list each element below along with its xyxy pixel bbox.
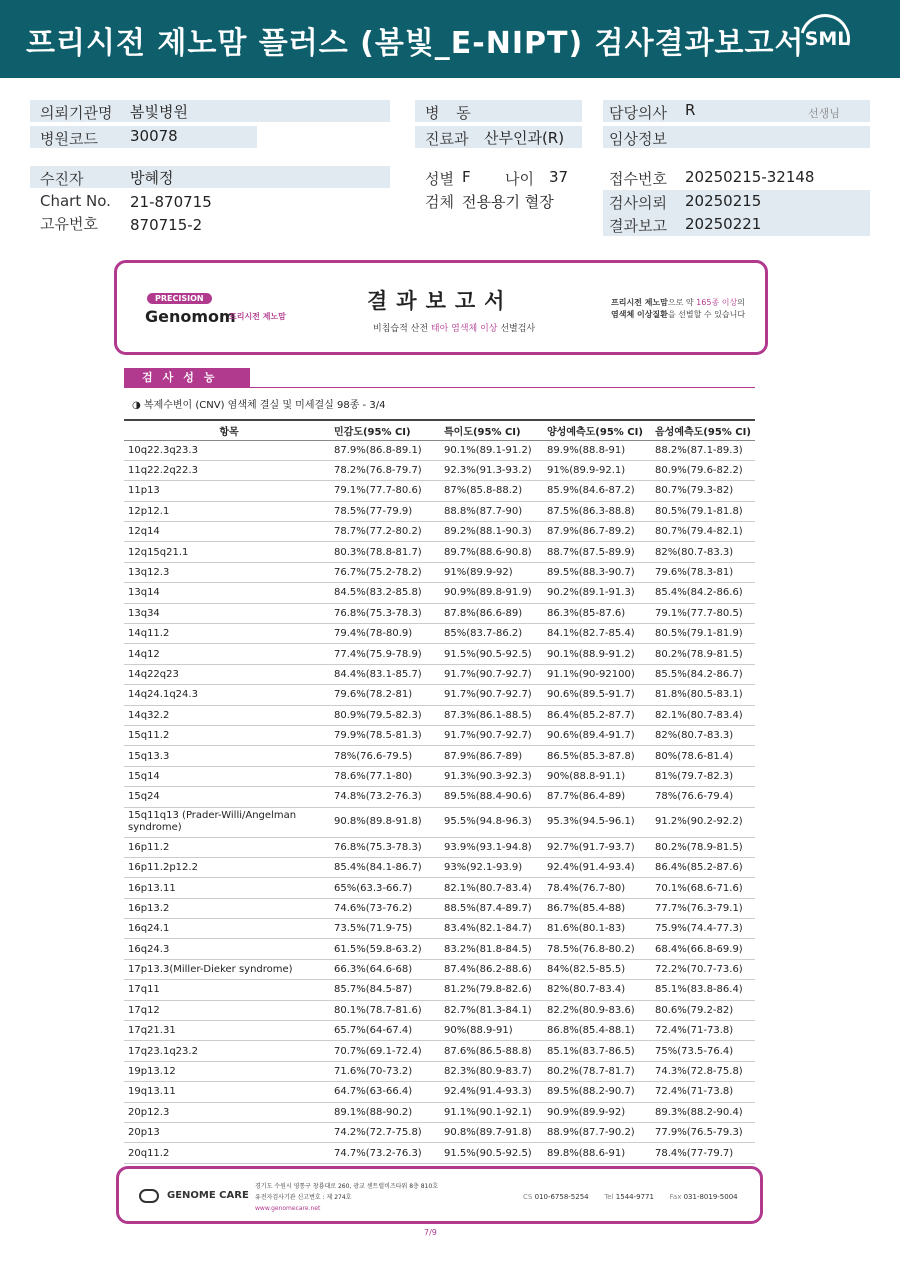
column-header: 항목 (124, 420, 330, 440)
footer-address (255, 1181, 438, 1214)
dept-value: 산부인과(R) (484, 129, 565, 147)
metric-cell: 89.9%(88.8-91) (543, 440, 651, 460)
metric-cell: 80.7%(79.3-82) (651, 481, 755, 501)
metric-cell: 90.6%(89.4-91.7) (543, 725, 651, 745)
metric-cell: 86.4%(85.2-87.6) (651, 857, 755, 877)
metric-cell: 74.2%(72.7-75.8) (330, 1123, 440, 1143)
metric-cell: 74.8%(73.2-76.3) (330, 787, 440, 807)
region-cell: 14q11.2 (124, 624, 330, 644)
metric-cell: 74.3%(72.8-75.8) (651, 1061, 755, 1081)
receipt-label: 접수번호 (609, 170, 667, 188)
report-subtitle: 비침습적 산전 태아 염색체 이상 선별검사 (373, 324, 536, 334)
region-cell: 16p11.2 (124, 837, 330, 857)
metric-cell: 85.9%(84.6-87.2) (543, 481, 651, 501)
region-cell: 20p13 (124, 1123, 330, 1143)
metric-cell: 89.1%(88-90.2) (330, 1102, 440, 1122)
hospital-code-label: 병원코드 (40, 130, 98, 148)
metric-cell: 80.3%(78.8-81.7) (330, 542, 440, 562)
genome-care-logo-icon (139, 1189, 159, 1203)
table-row (124, 664, 755, 684)
region-cell: 15q13.3 (124, 746, 330, 766)
metric-cell: 86.8%(85.4-88.1) (543, 1021, 651, 1041)
metric-cell: 91.7%(90.7-92.7) (440, 664, 543, 684)
region-cell: 14q24.1q24.3 (124, 685, 330, 705)
performance-table (124, 419, 755, 1164)
metric-cell: 78.5%(77-79.9) (330, 501, 440, 521)
region-cell: 17q21.31 (124, 1021, 330, 1041)
metric-cell: 84.4%(83.1-85.7) (330, 664, 440, 684)
region-cell: 16p13.2 (124, 898, 330, 918)
metric-cell: 91.5%(90.5-92.5) (440, 1143, 543, 1163)
table-row (124, 624, 755, 644)
table-row (124, 542, 755, 562)
age-label: 나이 (505, 170, 534, 188)
metric-cell: 95.3%(94.5-96.1) (543, 807, 651, 837)
region-cell: 10q22.3q23.3 (124, 440, 330, 460)
metric-cell: 83.2%(81.8-84.5) (440, 939, 543, 959)
metric-cell: 77.7%(76.3-79.1) (651, 898, 755, 918)
table-row (124, 1000, 755, 1020)
metric-cell: 80.2%(78.9-81.5) (651, 644, 755, 664)
page-number: 7/9 (424, 1228, 437, 1237)
metric-cell: 85.4%(84.1-86.7) (330, 857, 440, 877)
metric-cell: 79.1%(77.7-80.5) (651, 603, 755, 623)
metric-cell: 82.2%(80.9-83.6) (543, 1000, 651, 1020)
metric-cell: 80.9%(79.6-82.2) (651, 460, 755, 480)
region-cell: 16p11.2p12.2 (124, 857, 330, 877)
chart-value: 21-870715 (130, 193, 212, 211)
table-row (124, 939, 755, 959)
region-cell: 15q11.2 (124, 725, 330, 745)
table-row (124, 562, 755, 582)
metric-cell: 72.4%(71-73.8) (651, 1021, 755, 1041)
metric-cell: 80.5%(79.1-81.9) (651, 624, 755, 644)
metric-cell: 85.1%(83.8-86.4) (651, 980, 755, 1000)
metric-cell: 78.4%(76.7-80) (543, 878, 651, 898)
table-header-row (124, 420, 755, 440)
metric-cell: 91.5%(90.5-92.5) (440, 644, 543, 664)
table-row (124, 725, 755, 745)
sml-logo (800, 14, 850, 64)
patient-value: 방혜정 (130, 169, 174, 187)
patient-label: 수진자 (40, 170, 84, 188)
metric-cell: 86.4%(85.2-87.7) (543, 705, 651, 725)
table-row (124, 1082, 755, 1102)
section-divider (124, 387, 755, 388)
metric-cell: 93.9%(93.1-94.8) (440, 837, 543, 857)
table-row (124, 766, 755, 786)
metric-cell: 80.9%(79.5-82.3) (330, 705, 440, 725)
region-cell: 15q24 (124, 787, 330, 807)
metric-cell: 82.1%(80.7-83.4) (651, 705, 755, 725)
table-row (124, 807, 755, 837)
metric-cell: 87.9%(86.8-89.1) (330, 440, 440, 460)
metric-cell: 80.7%(79.4-82.1) (651, 522, 755, 542)
table-row (124, 980, 755, 1000)
metric-cell: 76.7%(75.2-78.2) (330, 562, 440, 582)
table-row (124, 1123, 755, 1143)
table-row (124, 440, 755, 460)
metric-cell: 77.4%(75.9-78.9) (330, 644, 440, 664)
table-row (124, 898, 755, 918)
metric-cell: 70.7%(69.1-72.4) (330, 1041, 440, 1061)
region-cell: 11p13 (124, 481, 330, 501)
metric-cell: 81%(79.7-82.3) (651, 766, 755, 786)
metric-cell: 82%(80.7-83.3) (651, 725, 755, 745)
metric-cell: 78%(76.6-79.4) (651, 787, 755, 807)
metric-cell: 68.4%(66.8-69.9) (651, 939, 755, 959)
metric-cell: 78.7%(77.2-80.2) (330, 522, 440, 542)
region-cell: 19p13.12 (124, 1061, 330, 1081)
report-banner (114, 260, 768, 355)
document-title: 프리시전 제노맘 플러스 (봄빛_E-NIPT) 검사결과보고서 (26, 26, 805, 61)
sex-value: F (462, 168, 471, 186)
metric-cell: 87.6%(86.5-88.8) (440, 1041, 543, 1061)
column-header: 민감도(95% CI) (330, 420, 440, 440)
metric-cell: 78.5%(76.8-80.2) (543, 939, 651, 959)
institution-label: 의뢰기관명 (40, 104, 113, 122)
metric-cell: 80.5%(79.1-81.8) (651, 501, 755, 521)
address-line: 경기도 수원시 영통구 창룡대로 260, 광교 센트럴비즈타워 8층 810호 (255, 1183, 438, 1190)
region-cell: 17q12 (124, 1000, 330, 1020)
metric-cell: 95.5%(94.8-96.3) (440, 807, 543, 837)
metric-cell: 74.6%(73-76.2) (330, 898, 440, 918)
table-row (124, 644, 755, 664)
metric-cell: 89.3%(88.2-90.4) (651, 1102, 755, 1122)
region-cell: 16q24.3 (124, 939, 330, 959)
metric-cell: 82.3%(80.9-83.7) (440, 1061, 543, 1081)
metric-cell: 65.7%(64-67.4) (330, 1021, 440, 1041)
metric-cell: 72.2%(70.7-73.6) (651, 959, 755, 979)
metric-cell: 90.6%(89.5-91.7) (543, 685, 651, 705)
metric-cell: 74.7%(73.2-76.3) (330, 1143, 440, 1163)
metric-cell: 91%(89.9-92) (440, 562, 543, 582)
report-description: 프리시전 제노맘으로 약 165종 이상의 염색체 이상질환을 선별할 수 있습니다 (611, 298, 746, 319)
unique-value: 870715-2 (130, 216, 203, 234)
patient-row (30, 166, 390, 188)
table-row (124, 522, 755, 542)
table-body (124, 440, 755, 1163)
unique-label: 고유번호 (40, 215, 98, 233)
column-header: 특이도(95% CI) (440, 420, 543, 440)
metric-cell: 88.7%(87.5-89.9) (543, 542, 651, 562)
metric-cell: 87%(85.8-88.2) (440, 481, 543, 501)
metric-cell: 89.5%(88.4-90.6) (440, 787, 543, 807)
metric-cell: 87.3%(86.1-88.5) (440, 705, 543, 725)
metric-cell: 87.9%(86.7-89) (440, 746, 543, 766)
table-row (124, 1143, 755, 1163)
table-row (124, 787, 755, 807)
genomom-brand-ko: 프리시전 제노맘 (229, 312, 286, 321)
metric-cell: 76.8%(75.3-78.3) (330, 837, 440, 857)
receipt-value: 20250215-32148 (685, 168, 815, 186)
metric-cell: 90%(88.8-91.1) (543, 766, 651, 786)
table-row (124, 1061, 755, 1081)
region-cell: 14q22q23 (124, 664, 330, 684)
metric-cell: 73.5%(71.9-75) (330, 919, 440, 939)
metric-cell: 82.1%(80.7-83.4) (440, 878, 543, 898)
metric-cell: 82.7%(81.3-84.1) (440, 1000, 543, 1020)
metric-cell: 90.1%(89.1-91.2) (440, 440, 543, 460)
specimen-value: 전용용기 혈장 (462, 193, 554, 211)
region-cell: 12q14 (124, 522, 330, 542)
metric-cell: 76.8%(75.3-78.3) (330, 603, 440, 623)
metric-cell: 77.9%(76.5-79.3) (651, 1123, 755, 1143)
metric-cell: 86.7%(85.4-88) (543, 898, 651, 918)
hospital-code-value: 30078 (130, 127, 178, 145)
table-row (124, 481, 755, 501)
header-bar (0, 0, 900, 78)
table-row (124, 857, 755, 877)
table-row (124, 919, 755, 939)
report-title: 결과보고서 (367, 289, 514, 313)
table-row (124, 603, 755, 623)
table-row (124, 837, 755, 857)
metric-cell: 78%(76.6-79.5) (330, 746, 440, 766)
metric-cell: 81.2%(79.8-82.6) (440, 980, 543, 1000)
region-cell: 14q12 (124, 644, 330, 664)
chart-label: Chart No. (40, 192, 111, 210)
table-row (124, 746, 755, 766)
metric-cell: 84.5%(83.2-85.8) (330, 583, 440, 603)
sex-label: 성별 (425, 170, 454, 188)
table-row (124, 878, 755, 898)
table-row (124, 1041, 755, 1061)
metric-cell: 79.1%(77.7-80.6) (330, 481, 440, 501)
metric-cell: 75%(73.5-76.4) (651, 1041, 755, 1061)
table-row (124, 1021, 755, 1041)
metric-cell: 81.8%(80.5-83.1) (651, 685, 755, 705)
metric-cell: 91.7%(90.7-92.7) (440, 685, 543, 705)
metric-cell: 80.2%(78.9-81.5) (651, 837, 755, 857)
metric-cell: 91.2%(90.2-92.2) (651, 807, 755, 837)
metric-cell: 92.3%(91.3-93.2) (440, 460, 543, 480)
column-header: 양성예측도(95% CI) (543, 420, 651, 440)
metric-cell: 82%(80.7-83.4) (543, 980, 651, 1000)
region-cell: 20p12.3 (124, 1102, 330, 1122)
metric-cell: 72.4%(71-73.8) (651, 1082, 755, 1102)
column-header: 음성예측도(95% CI) (651, 420, 755, 440)
precision-badge: PRECISION (147, 293, 212, 304)
metric-cell: 61.5%(59.8-63.2) (330, 939, 440, 959)
metric-cell: 89.7%(88.6-90.8) (440, 542, 543, 562)
metric-cell: 64.7%(63-66.4) (330, 1082, 440, 1102)
metric-cell: 71.6%(70-73.2) (330, 1061, 440, 1081)
metric-cell: 78.4%(77-79.7) (651, 1143, 755, 1163)
metric-cell: 85.4%(84.2-86.6) (651, 583, 755, 603)
metric-cell: 80.2%(78.7-81.7) (543, 1061, 651, 1081)
region-cell: 16p13.11 (124, 878, 330, 898)
metric-cell: 85.1%(83.7-86.5) (543, 1041, 651, 1061)
metric-cell: 65%(63.3-66.7) (330, 878, 440, 898)
region-cell: 17q23.1q23.2 (124, 1041, 330, 1061)
section-subheading: ◑ 복제수변이 (CNV) 염색체 결실 및 미세결실 98종 - 3/4 (132, 400, 386, 411)
table-row (124, 705, 755, 725)
metric-cell: 92.4%(91.4-93.3) (440, 1082, 543, 1102)
table-row (124, 460, 755, 480)
metric-cell: 91%(89.9-92.1) (543, 460, 651, 480)
metric-cell: 86.3%(85-87.6) (543, 603, 651, 623)
metric-cell: 90.8%(89.8-91.8) (330, 807, 440, 837)
metric-cell: 85.5%(84.2-86.7) (651, 664, 755, 684)
metric-cell: 91.1%(90-92100) (543, 664, 651, 684)
footer-contact: CS 010-6758-5254 Tel 1544-9771 Fax 031-8019-5004 (523, 1193, 738, 1201)
metric-cell: 88.5%(87.4-89.7) (440, 898, 543, 918)
table-row (124, 685, 755, 705)
metric-cell: 90.2%(89.1-91.3) (543, 583, 651, 603)
metric-cell: 80%(78.6-81.4) (651, 746, 755, 766)
metric-cell: 91.7%(90.7-92.7) (440, 725, 543, 745)
metric-cell: 81.6%(80.1-83) (543, 919, 651, 939)
metric-cell: 70.1%(68.6-71.6) (651, 878, 755, 898)
clinical-label: 임상정보 (609, 130, 667, 148)
doctor-suffix: 선생님 (808, 107, 840, 120)
table-row (124, 583, 755, 603)
metric-cell: 87.9%(86.7-89.2) (543, 522, 651, 542)
metric-cell: 83.4%(82.1-84.7) (440, 919, 543, 939)
metric-cell: 89.8%(88.6-91) (543, 1143, 651, 1163)
metric-cell: 89.2%(88.1-90.3) (440, 522, 543, 542)
metric-cell: 79.9%(78.5-81.3) (330, 725, 440, 745)
metric-cell: 90%(88.9-91) (440, 1021, 543, 1041)
metric-cell: 84%(82.5-85.5) (543, 959, 651, 979)
region-cell: 15q14 (124, 766, 330, 786)
metric-cell: 89.5%(88.2-90.7) (543, 1082, 651, 1102)
metric-cell: 79.6%(78.3-81) (651, 562, 755, 582)
metric-cell: 87.8%(86.6-89) (440, 603, 543, 623)
genomom-brand: Genomom (145, 307, 236, 326)
specimen-label: 검체 (425, 193, 454, 211)
metric-cell: 75.9%(74.4-77.3) (651, 919, 755, 939)
metric-cell: 80.6%(79.2-82) (651, 1000, 755, 1020)
metric-cell: 85%(83.7-86.2) (440, 624, 543, 644)
region-cell: 17p13.3(Miller-Dieker syndrome) (124, 959, 330, 979)
region-cell: 13q14 (124, 583, 330, 603)
registration-line: 유전자검사기관 신고번호 : 제 274호 (255, 1194, 352, 1201)
table-row (124, 501, 755, 521)
metric-cell: 90.8%(89.7-91.8) (440, 1123, 543, 1143)
metric-cell: 84.1%(82.7-85.4) (543, 624, 651, 644)
metric-cell: 87.7%(86.4-89) (543, 787, 651, 807)
metric-cell: 91.1%(90.1-92.1) (440, 1102, 543, 1122)
doctor-value: R (685, 101, 696, 119)
website-link[interactable]: www.genomecare.net (255, 1205, 321, 1212)
genome-care-name: GENOME CARE (167, 1190, 249, 1201)
request-value: 20250215 (685, 192, 762, 210)
metric-cell: 92.7%(91.7-93.7) (543, 837, 651, 857)
region-cell: 20q11.2 (124, 1143, 330, 1163)
metric-cell: 93%(92.1-93.9) (440, 857, 543, 877)
metric-cell: 79.4%(78-80.9) (330, 624, 440, 644)
region-cell: 13q34 (124, 603, 330, 623)
region-cell: 14q32.2 (124, 705, 330, 725)
section-title: 검사성능 (124, 368, 250, 388)
metric-cell: 85.7%(84.5-87) (330, 980, 440, 1000)
metric-cell: 86.5%(85.3-87.8) (543, 746, 651, 766)
metric-cell: 87.4%(86.2-88.6) (440, 959, 543, 979)
metric-cell: 90.1%(88.9-91.2) (543, 644, 651, 664)
region-cell: 19q13.11 (124, 1082, 330, 1102)
metric-cell: 87.5%(86.3-88.8) (543, 501, 651, 521)
metric-cell: 88.8%(87.7-90) (440, 501, 543, 521)
footer-banner (116, 1166, 763, 1224)
metric-cell: 91.3%(90.3-92.3) (440, 766, 543, 786)
request-label: 검사의뢰 (609, 194, 667, 212)
metric-cell: 80.1%(78.7-81.6) (330, 1000, 440, 1020)
metric-cell: 66.3%(64.6-68) (330, 959, 440, 979)
metric-cell: 89.5%(88.3-90.7) (543, 562, 651, 582)
region-cell: 12p12.1 (124, 501, 330, 521)
institution-value: 봄빛병원 (130, 103, 188, 121)
result-value: 20250221 (685, 215, 762, 233)
table-row (124, 959, 755, 979)
metric-cell: 90.9%(89.8-91.9) (440, 583, 543, 603)
metric-cell: 88.9%(87.7-90.2) (543, 1123, 651, 1143)
region-cell: 13q12.3 (124, 562, 330, 582)
region-cell: 17q11 (124, 980, 330, 1000)
result-label: 결과보고 (609, 217, 667, 235)
metric-cell: 82%(80.7-83.3) (651, 542, 755, 562)
ward-label: 병 동 (425, 104, 477, 122)
region-cell: 12q15q21.1 (124, 542, 330, 562)
age-value: 37 (549, 168, 569, 186)
region-cell: 11q22.2q22.3 (124, 460, 330, 480)
table-row (124, 1102, 755, 1122)
metric-cell: 78.2%(76.8-79.7) (330, 460, 440, 480)
metric-cell: 79.6%(78.2-81) (330, 685, 440, 705)
doctor-label: 담당의사 (609, 104, 667, 122)
logo-text: SML (804, 28, 850, 50)
region-cell: 16q24.1 (124, 919, 330, 939)
region-cell: 15q11q13 (Prader-Willi/Angelman syndrome) (124, 807, 330, 837)
dept-label: 진료과 (425, 130, 469, 148)
metric-cell: 90.9%(89.9-92) (543, 1102, 651, 1122)
metric-cell: 78.6%(77.1-80) (330, 766, 440, 786)
metric-cell: 92.4%(91.4-93.4) (543, 857, 651, 877)
metric-cell: 88.2%(87.1-89.3) (651, 440, 755, 460)
